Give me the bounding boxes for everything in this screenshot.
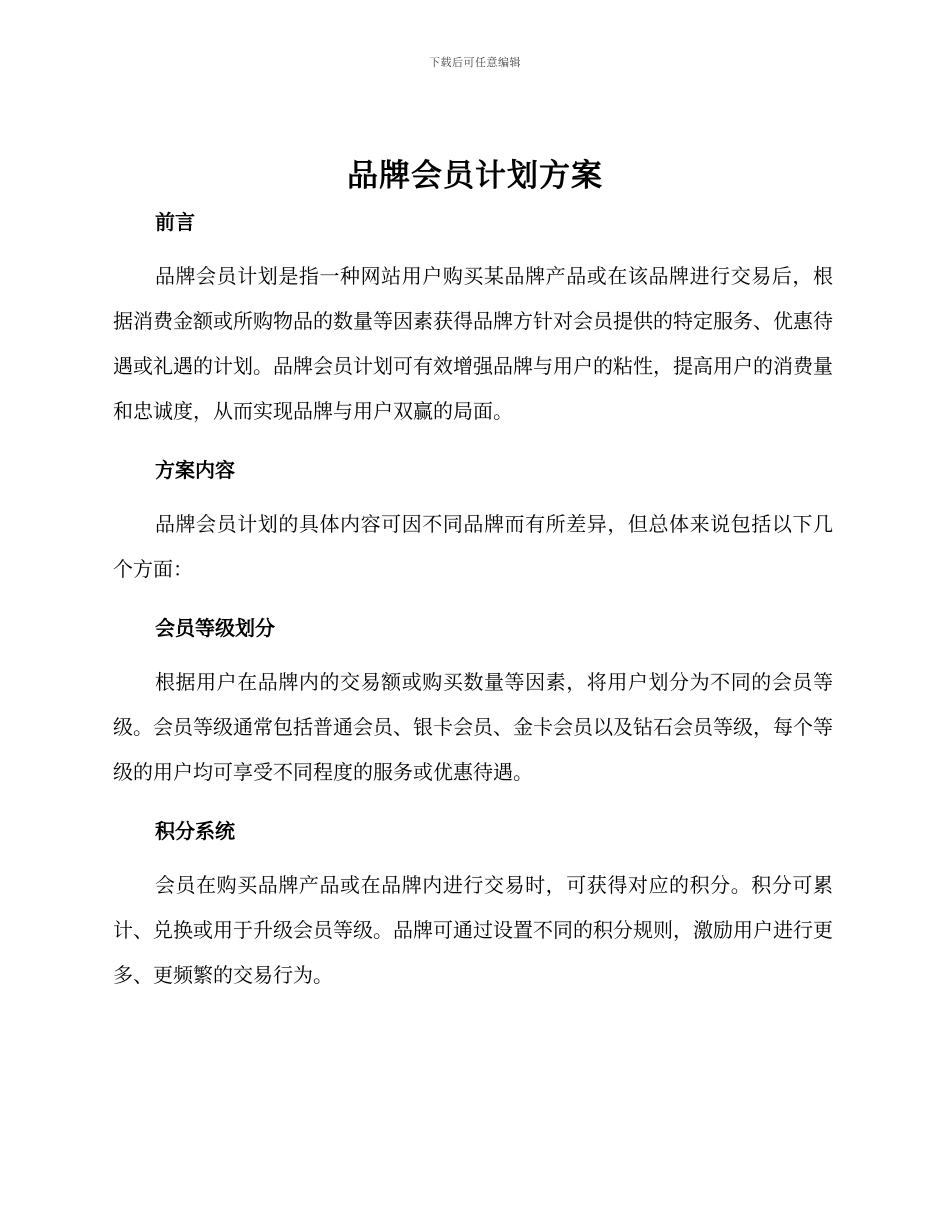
section-heading-plan-content: 方案内容 <box>155 458 235 482</box>
document-title: 品牌会员计划方案 <box>347 158 603 194</box>
section-heading-member-levels: 会员等级划分 <box>155 616 275 640</box>
paragraph-points-system: 会员在购买品牌产品或在品牌内进行交易时，可获得对应的积分。积分可累计、兑换或用于升级会员等级。品牌可通过设置不同的积分规则，激励用户进行更多、更频繁的交易行为。 <box>113 873 833 987</box>
header-note: 下载后可任意编辑 <box>429 56 521 69</box>
paragraph-plan-content: 品牌会员计划的具体内容可因不同品牌而有所差异，但总体来说包括以下几个方面： <box>113 512 833 581</box>
paragraph-member-levels: 根据用户在品牌内的交易额或购买数量等因素，将用户划分为不同的会员等级。会员等级通常包括普通会员、银卡会员、金卡会员以及钻石会员等级，每个等级的用户均可享受不同程度的服务或优惠待遇。 <box>113 670 833 784</box>
section-heading-preface: 前言 <box>155 210 195 234</box>
section-heading-points-system: 积分系统 <box>155 819 235 843</box>
paragraph-preface: 品牌会员计划是指一种网站用户购买某品牌产品或在该品牌进行交易后，根据消费金额或所购物品的数量等因素获得品牌方针对会员提供的特定服务、优惠待遇或礼遇的计划。品牌会员计划可有效增强品牌与用户的粘性，提高用户的消费量和忠诚度，从而实现品牌与用户双赢的局面。 <box>113 264 833 423</box>
document-body <box>113 200 833 998</box>
